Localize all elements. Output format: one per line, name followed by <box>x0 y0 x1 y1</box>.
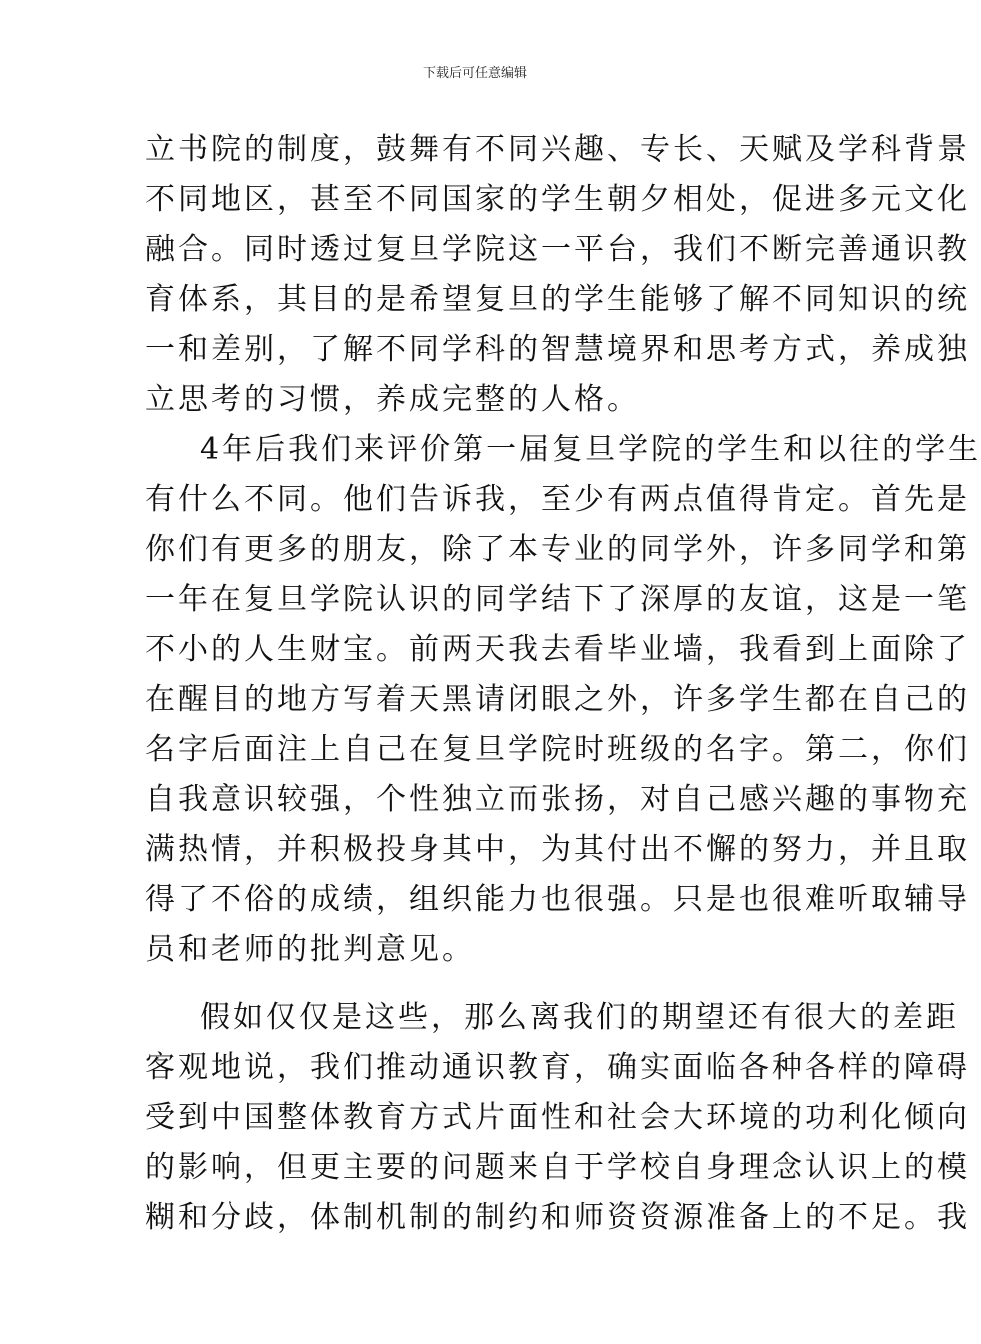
body-line: 自我意识较强，个性独立而张扬，对自己感兴趣的事物充 <box>145 782 970 817</box>
body-line: 融合。同时透过复旦学院这一平台，我们不断完善通识教 <box>145 232 970 267</box>
body-line: 受到中国整体教育方式片面性和社会大环境的功利化倾向 <box>145 1100 970 1135</box>
paragraph-first-line: 假如仅仅是这些，那么离我们的期望还有很大的差距 <box>200 1000 959 1035</box>
body-line: 一年在复旦学院认识的同学结下了深厚的友谊，这是一笔 <box>145 582 970 617</box>
body-line: 得了不俗的成绩，组织能力也很强。只是也很难听取辅导 <box>145 882 970 917</box>
body-line: 你们有更多的朋友，除了本专业的同学外，许多同学和第 <box>145 532 970 567</box>
body-line: 客观地说，我们推动通识教育，确实面临各种各样的障碍 <box>145 1050 970 1085</box>
body-line: 满热情，并积极投身其中，为其付出不懈的努力，并且取 <box>145 832 970 867</box>
body-line: 育体系，其目的是希望复旦的学生能够了解不同知识的统 <box>145 282 970 317</box>
body-line: 员和老师的批判意见。 <box>145 932 475 967</box>
body-line: 一和差别，了解不同学科的智慧境界和思考方式，养成独 <box>145 332 970 367</box>
page-header: 下载后可任意编辑 <box>422 66 527 81</box>
body-line: 名字后面注上自己在复旦学院时班级的名字。第二，你们 <box>145 732 970 767</box>
body-line: 不小的人生财宝。前两天我去看毕业墙，我看到上面除了 <box>145 632 970 667</box>
body-line: 糊和分歧，体制机制的制约和师资资源准备上的不足。我 <box>145 1200 970 1235</box>
body-line: 立书院的制度，鼓舞有不同兴趣、专长、天赋及学科背景 <box>145 132 970 167</box>
body-line: 有什么不同。他们告诉我，至少有两点值得肯定。首先是 <box>145 482 970 517</box>
body-line: 不同地区，甚至不同国家的学生朝夕相处，促进多元文化 <box>145 182 970 217</box>
body-line: 的影响，但更主要的问题来自于学校自身理念认识上的模 <box>145 1150 970 1185</box>
body-line: 在醒目的地方写着天黑请闭眼之外，许多学生都在自己的 <box>145 682 970 717</box>
body-line: 立思考的习惯，养成完整的人格。 <box>145 382 640 417</box>
paragraph-first-line: 4年后我们来评价第一届复旦学院的学生和以往的学生 <box>200 432 981 467</box>
